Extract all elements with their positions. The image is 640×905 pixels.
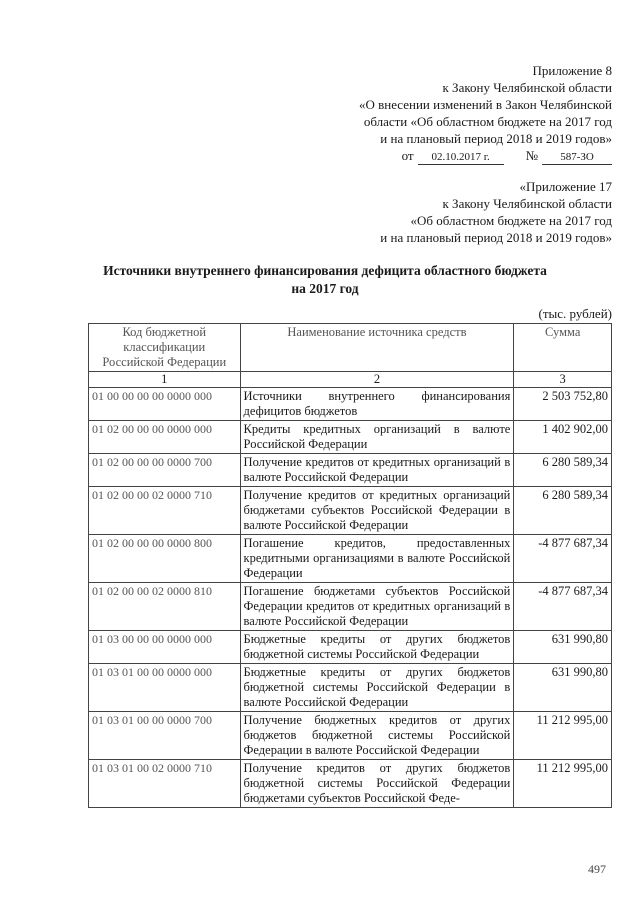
appendix-header-original bbox=[380, 178, 612, 246]
appendix-header bbox=[359, 62, 612, 165]
row-code: 01 02 00 00 00 0000 700 bbox=[89, 454, 241, 487]
row-code: 01 03 00 00 00 0000 000 bbox=[89, 631, 241, 664]
law-date-number bbox=[359, 147, 612, 165]
appendix-line: «Об областном бюджете на 2017 год bbox=[410, 213, 612, 228]
appendix-line: «О внесении изменений в Закон Челябинской bbox=[358, 97, 612, 112]
row-code: 01 02 00 00 02 0000 710 bbox=[89, 487, 241, 535]
title-line: на 2017 год bbox=[291, 281, 359, 296]
table-row bbox=[89, 535, 612, 583]
law-date: 02.10.2017 г. bbox=[418, 151, 504, 165]
table-row bbox=[89, 487, 612, 535]
row-amount: -4 877 687,34 bbox=[514, 535, 612, 583]
date-prefix: от bbox=[401, 148, 414, 163]
table-row bbox=[89, 454, 612, 487]
appendix-title: «Приложение 17 bbox=[519, 179, 612, 194]
table-row bbox=[89, 388, 612, 421]
row-name: Источники внутреннего финансирования дефицитов бюджетов bbox=[240, 388, 514, 421]
page-number: 497 bbox=[588, 862, 606, 876]
column-number-row bbox=[89, 372, 612, 388]
table-row bbox=[89, 760, 612, 808]
column-number: 2 bbox=[240, 372, 514, 388]
row-name: Получение кредитов от других бюджетов бюджетной системы Российской Федерации бюджетами субъектов Российской Феде- bbox=[240, 760, 514, 808]
row-name: Получение бюджетных кредитов от других бюджетов бюджетной системы Российской Федерации в валюте Российской Федерации bbox=[240, 712, 514, 760]
table-row bbox=[89, 664, 612, 712]
row-code: 01 00 00 00 00 0000 000 bbox=[89, 388, 241, 421]
row-code: 01 02 00 00 00 0000 000 bbox=[89, 421, 241, 454]
row-amount: 631 990,80 bbox=[514, 664, 612, 712]
row-amount: 6 280 589,34 bbox=[514, 454, 612, 487]
table-row bbox=[89, 631, 612, 664]
units-label: (тыс. рублей) bbox=[538, 306, 612, 321]
row-name: Получение кредитов от кредитных организаций бюджетами субъектов Российской Федерации в валюте Российской Федерации bbox=[240, 487, 514, 535]
appendix-line: к Закону Челябинской области bbox=[442, 80, 612, 95]
table-row bbox=[89, 712, 612, 760]
row-name: Погашение кредитов, предоставленных кредитными организациями в валюте Российской Федерации bbox=[240, 535, 514, 583]
row-amount: 631 990,80 bbox=[514, 631, 612, 664]
row-name: Бюджетные кредиты от других бюджетов бюджетной системы Российской Федерации в валюте Российской Федерации bbox=[240, 664, 514, 712]
header-amount: Сумма bbox=[514, 324, 612, 372]
row-code: 01 02 00 00 02 0000 810 bbox=[89, 583, 241, 631]
appendix-title: Приложение 8 bbox=[532, 63, 612, 78]
appendix-line: и на плановый период 2018 и 2019 годов» bbox=[380, 230, 612, 245]
row-code: 01 03 01 00 00 0000 000 bbox=[89, 664, 241, 712]
row-code: 01 03 01 00 02 0000 710 bbox=[89, 760, 241, 808]
document-title bbox=[70, 262, 580, 298]
row-code: 01 03 01 00 00 0000 700 bbox=[89, 712, 241, 760]
title-line: Источники внутреннего финансирования дефицита областного бюджета bbox=[103, 263, 547, 278]
appendix-line: области «Об областном бюджете на 2017 год bbox=[363, 114, 612, 129]
row-amount: 1 402 902,00 bbox=[514, 421, 612, 454]
row-amount: 11 212 995,00 bbox=[514, 760, 612, 808]
row-amount: 11 212 995,00 bbox=[514, 712, 612, 760]
row-amount: 2 503 752,80 bbox=[514, 388, 612, 421]
row-code: 01 02 00 00 00 0000 800 bbox=[89, 535, 241, 583]
table-header-row bbox=[89, 324, 612, 372]
row-name: Бюджетные кредиты от других бюджетов бюджетной системы Российской Федерации bbox=[240, 631, 514, 664]
row-name: Кредиты кредитных организаций в валюте Российской Федерации bbox=[240, 421, 514, 454]
financing-sources-table bbox=[88, 323, 612, 808]
row-amount: 6 280 589,34 bbox=[514, 487, 612, 535]
column-number: 1 bbox=[89, 372, 241, 388]
law-number: 587-ЗО bbox=[542, 151, 612, 165]
appendix-line: и на плановый период 2018 и 2019 годов» bbox=[380, 131, 612, 146]
number-prefix: № bbox=[525, 148, 538, 163]
appendix-line: к Закону Челябинской области bbox=[442, 196, 612, 211]
row-name: Получение кредитов от кредитных организаций в валюте Российской Федерации bbox=[240, 454, 514, 487]
table-row bbox=[89, 421, 612, 454]
table-row bbox=[89, 583, 612, 631]
column-number: 3 bbox=[514, 372, 612, 388]
header-code: Код бюджетной классификации Российской Федерации bbox=[89, 324, 241, 372]
row-name: Погашение бюджетами субъектов Российской Федерации кредитов от кредитных организаций в валюте Российской Федерации bbox=[240, 583, 514, 631]
row-amount: -4 877 687,34 bbox=[514, 583, 612, 631]
header-name: Наименование источника средств bbox=[240, 324, 514, 372]
